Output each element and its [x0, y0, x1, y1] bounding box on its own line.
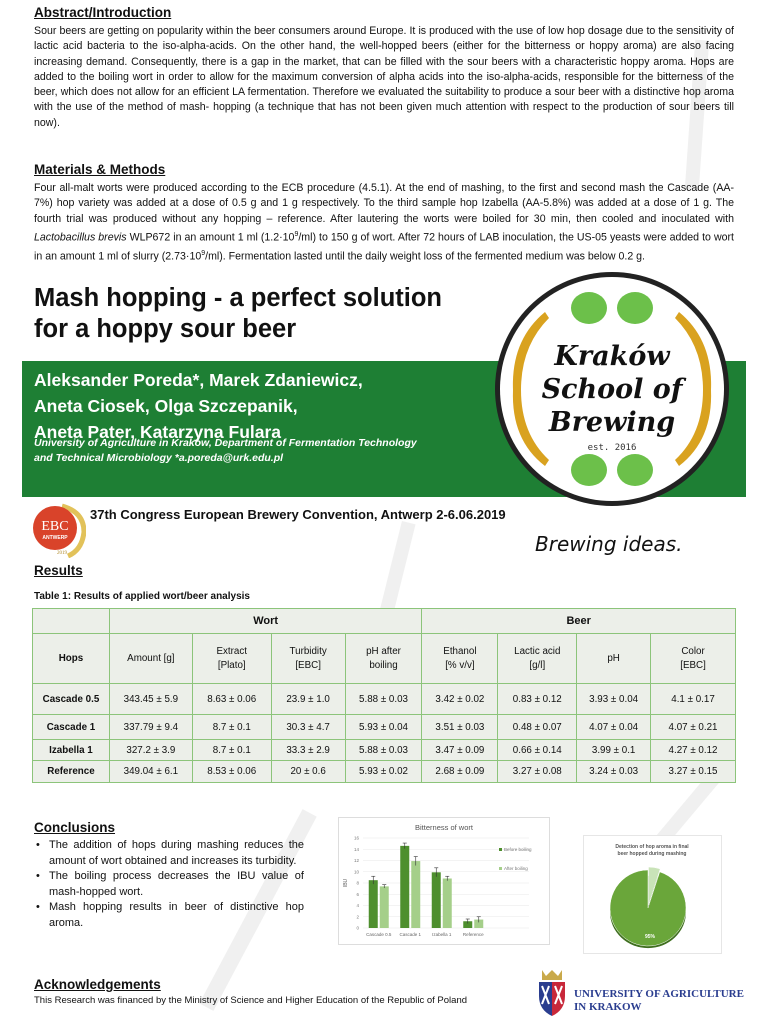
column-header-line: pH after — [366, 645, 401, 657]
logo-tagline: Brewing ideas. — [535, 532, 683, 556]
column-header — [33, 634, 110, 684]
pie-title-line: Detection of hop aroma in final — [615, 844, 689, 850]
table-cell: 337.79 ± 9.4 — [109, 715, 192, 740]
table-cell: 5.93 ± 0.02 — [345, 761, 422, 783]
crest-left — [539, 982, 552, 1016]
x-tick-label: Reference — [462, 932, 484, 937]
results-heading: Results — [34, 563, 83, 578]
y-tick-label: 10 — [353, 869, 359, 875]
y-tick-label: 0 — [356, 925, 359, 931]
krakow-school-of-brewing-logo — [493, 270, 731, 508]
column-header-line: pH — [607, 652, 620, 664]
exponent: 9 — [201, 249, 206, 257]
column-header-line: Turbidity — [289, 645, 327, 657]
table-cell: 5.93 ± 0.04 — [345, 715, 422, 740]
table-cell: 3.93 ± 0.04 — [577, 684, 651, 715]
table-corner-cell — [33, 609, 110, 634]
conclusions-heading: Conclusions — [34, 820, 116, 835]
bar-after-boiling — [411, 861, 420, 928]
table-cell: 23.9 ± 1.0 — [271, 684, 345, 715]
acknowledgements-heading: Acknowledgements — [34, 977, 161, 992]
title-line: Mash hopping - a perfect solution — [34, 284, 442, 312]
column-header-line: [EBC] — [680, 659, 706, 671]
methods-text-part: Four all-malt worts were produced according to the ECB procedure (4.5.1). At the end of mashing, to the first and second mash the Cascade (AA-7%) hop variety was added at a dose of 0.5 g and 1 g respectively. To the third sample hop Izabella (AA-5.8%) was added at a dose of 1 g. The fourth trial was produced without any hopping – reference. After lautering the worts were boiled for 30 min, then cooled and inoculated with — [34, 182, 734, 225]
column-header — [271, 634, 345, 684]
table-row — [33, 761, 736, 783]
column-header — [345, 634, 422, 684]
group-header-beer: Beer — [422, 609, 736, 634]
y-tick-label: 12 — [353, 858, 359, 863]
ebc-logo-main: EBC — [41, 519, 69, 534]
table-cell: 8.7 ± 0.1 — [192, 740, 271, 761]
conclusions-list — [34, 838, 304, 931]
legend-label: After boiling — [504, 866, 528, 871]
column-header-line: Hops — [58, 652, 84, 664]
y-tick-label: 8 — [356, 880, 359, 886]
logo-text-line: Kraków — [554, 341, 670, 372]
university-crest-icon — [536, 968, 568, 1018]
affiliation-line: University of Agriculture in Krakow, Department of Fermentation Technology — [34, 437, 417, 449]
table-cell: 3.51 ± 0.03 — [422, 715, 498, 740]
column-header-line: [% v/v] — [445, 659, 475, 671]
affiliation-line: and Technical Microbiology *a.poreda@urk.edu.pl — [34, 452, 284, 464]
university-name — [574, 988, 744, 1014]
column-header — [192, 634, 271, 684]
university-name-line: IN KRAKOW — [574, 1001, 642, 1013]
table-cell: 327.2 ± 3.9 — [109, 740, 192, 761]
table-row — [33, 715, 736, 740]
methods-heading: Materials & Methods — [34, 162, 166, 177]
abstract-text: Sour beers are getting on popularity within the beer consumers around Europe. It is produced with the use of low hop dosage due to the sensitivity of lactic acid bacteria to the iso-alpha-acids. On the other hand, the well-hopped beers (either for the bitterness or hoppy aroma) are also facing increasing demand. Consequently, there is a gap in the market, that can be filled with the sour beers with a characteristic hoppy aroma. Hops are added to the boiling wort in order to allow for the maximum conversion of alpha acids into the iso-alpha-acids, responsible for the bitterness of the beer, which does not allow for an efficient LA fermentation. Therefore we evaluated the suitability to produce a sour beer with a distinctive hop aroma with the use of the method of mash- hopping (a technique that has not been given much attention with respect to the production of sour beers till now). — [34, 25, 734, 129]
y-tick-label: 4 — [356, 903, 359, 908]
title-line: for a hoppy sour beer — [34, 315, 297, 343]
logo-est: est. 2016 — [587, 443, 637, 453]
congress-title: 37th Congress European Brewery Convention, Antwerp 2-6.06.2019 — [90, 507, 506, 522]
organism-name: Lactobacillus brevis — [34, 231, 127, 244]
author-line: Aleksander Poreda*, Marek Zdaniewicz, — [34, 370, 363, 390]
table-row — [33, 740, 736, 761]
y-tick-label: 6 — [356, 891, 359, 897]
author-list — [34, 367, 363, 445]
table-cell: 0.83 ± 0.12 — [498, 684, 577, 715]
row-label: Cascade 0.5 — [33, 684, 110, 715]
bitterness-chart — [338, 817, 550, 945]
conclusion-item: • The addition of hops during mashing reduces the amount of wort obtained and increases its turbidity. — [34, 838, 304, 869]
bar-before-boiling — [400, 846, 409, 928]
bar-after-boiling — [443, 879, 452, 929]
table-cell: 0.66 ± 0.14 — [498, 740, 577, 761]
aroma-pie-chart — [583, 835, 722, 954]
table-cell: 3.99 ± 0.1 — [577, 740, 651, 761]
y-tick-label: 16 — [353, 835, 359, 841]
table-cell: 4.27 ± 0.12 — [651, 740, 736, 761]
table-cell: 8.53 ± 0.06 — [192, 761, 271, 783]
column-header-line: [Plato] — [217, 659, 246, 671]
logo-text-line: Brewing — [548, 407, 676, 438]
column-header — [577, 634, 651, 684]
acknowledgements-text: This Research was financed by the Ministry of Science and Higher Education of the Republic of Poland — [34, 995, 468, 1006]
x-tick-label: Izabella 1 — [432, 932, 452, 937]
row-label: Reference — [33, 761, 110, 783]
exponent: 9 — [294, 230, 299, 238]
conclusion-item: • Mash hopping results in beer of distinctive hop aroma. — [34, 900, 304, 931]
column-header-line: [g/l] — [529, 659, 546, 671]
table-cell: 2.68 ± 0.09 — [422, 761, 498, 783]
table-cell: 20 ± 0.6 — [271, 761, 345, 783]
table-cell: 33.3 ± 2.9 — [271, 740, 345, 761]
legend-swatch — [499, 867, 502, 870]
ebc-antwerp-logo — [28, 502, 86, 558]
table-cell: 343.45 ± 5.9 — [109, 684, 192, 715]
column-header — [651, 634, 736, 684]
ebc-logo-sub: ANTWERP — [42, 535, 68, 541]
methods-text-part: /ml) to 150 g of wort. After 72 hours of LAB inoculation, the US-05 yeasts were added to wort in an amount 1 ml of slurry (2.73·10 — [34, 231, 734, 263]
legend-swatch — [499, 848, 502, 851]
conclusion-item: • The boiling process decreases the IBU value of mash-hopped wort. — [34, 869, 304, 900]
author-line: Aneta Ciosek, Olga Szczepanik, — [34, 396, 298, 416]
column-header-line: Amount [g] — [127, 652, 175, 664]
column-header-line: Color — [681, 645, 705, 657]
column-header-line: Extract — [216, 645, 247, 657]
table-cell: 8.63 ± 0.06 — [192, 684, 271, 715]
column-header — [109, 634, 192, 684]
bar-after-boiling — [380, 886, 389, 928]
row-label: Izabella 1 — [33, 740, 110, 761]
table-cell: 4.07 ± 0.04 — [577, 715, 651, 740]
methods-text-part: /ml). Fermentation lasted until the daily weight loss of the fermented medium was below 0.2 g. — [205, 250, 645, 263]
y-axis-label: IBU — [343, 878, 349, 888]
table-cell: 5.88 ± 0.03 — [345, 684, 422, 715]
table-cell: 8.7 ± 0.1 — [192, 715, 271, 740]
table-cell: 3.24 ± 0.03 — [577, 761, 651, 783]
column-header-line: Ethanol — [443, 645, 477, 657]
table-cell: 349.04 ± 6.1 — [109, 761, 192, 783]
table-cell: 3.27 ± 0.15 — [651, 761, 736, 783]
aroma-pie-chart-svg — [584, 836, 721, 953]
table-cell: 3.27 ± 0.08 — [498, 761, 577, 783]
table-cell: 4.07 ± 0.21 — [651, 715, 736, 740]
table-cell: 30.3 ± 4.7 — [271, 715, 345, 740]
pie-slice-label: 95% — [644, 934, 656, 940]
crest-right — [552, 982, 565, 1016]
bar-before-boiling — [432, 872, 441, 928]
crown-icon — [542, 970, 562, 980]
bar-before-boiling — [369, 880, 378, 928]
column-header — [422, 634, 498, 684]
table-cell: 0.48 ± 0.07 — [498, 715, 577, 740]
results-table — [32, 608, 736, 783]
legend-label: Before boiling — [504, 847, 532, 852]
table-cell: 3.42 ± 0.02 — [422, 684, 498, 715]
pie-title-line: beer hopped during mashing — [617, 851, 687, 857]
logo-text-line: School of — [541, 374, 683, 405]
y-tick-label: 2 — [356, 914, 359, 920]
ebc-logo-year: 2019 — [57, 551, 67, 556]
column-header-line: boiling — [369, 659, 398, 671]
row-label: Cascade 1 — [33, 715, 110, 740]
column-header — [498, 634, 577, 684]
abstract-heading: Abstract/Introduction — [34, 5, 172, 20]
group-header-wort: Wort — [109, 609, 422, 634]
table-cell: 3.47 ± 0.09 — [422, 740, 498, 761]
methods-text-part: WLP672 in an amount 1 ml (1.2·10 — [126, 231, 295, 244]
column-header-row — [33, 634, 736, 684]
methods-text — [34, 181, 734, 265]
affiliation — [34, 436, 417, 466]
university-name-line: UNIVERSITY OF AGRICULTURE — [574, 988, 744, 1000]
poster-title — [34, 283, 442, 345]
table-cell: 5.88 ± 0.03 — [345, 740, 422, 761]
column-header-line: Lactic acid — [514, 645, 561, 657]
table-row — [33, 684, 736, 715]
x-tick-label: Cascade 1 — [399, 932, 422, 937]
table-body — [33, 684, 736, 783]
author-line: Aneta Pater, Katarzyna Fulara — [34, 422, 282, 442]
bitterness-chart-svg — [339, 818, 549, 944]
table-cell: 4.1 ± 0.17 — [651, 684, 736, 715]
x-tick-label: Cascade 0.5 — [366, 932, 392, 937]
y-tick-label: 14 — [353, 846, 359, 852]
chart-title: Bitterness of wort — [415, 823, 473, 832]
table-caption: Table 1: Results of applied wort/beer analysis — [34, 591, 250, 602]
column-header-line: [EBC] — [295, 659, 321, 671]
